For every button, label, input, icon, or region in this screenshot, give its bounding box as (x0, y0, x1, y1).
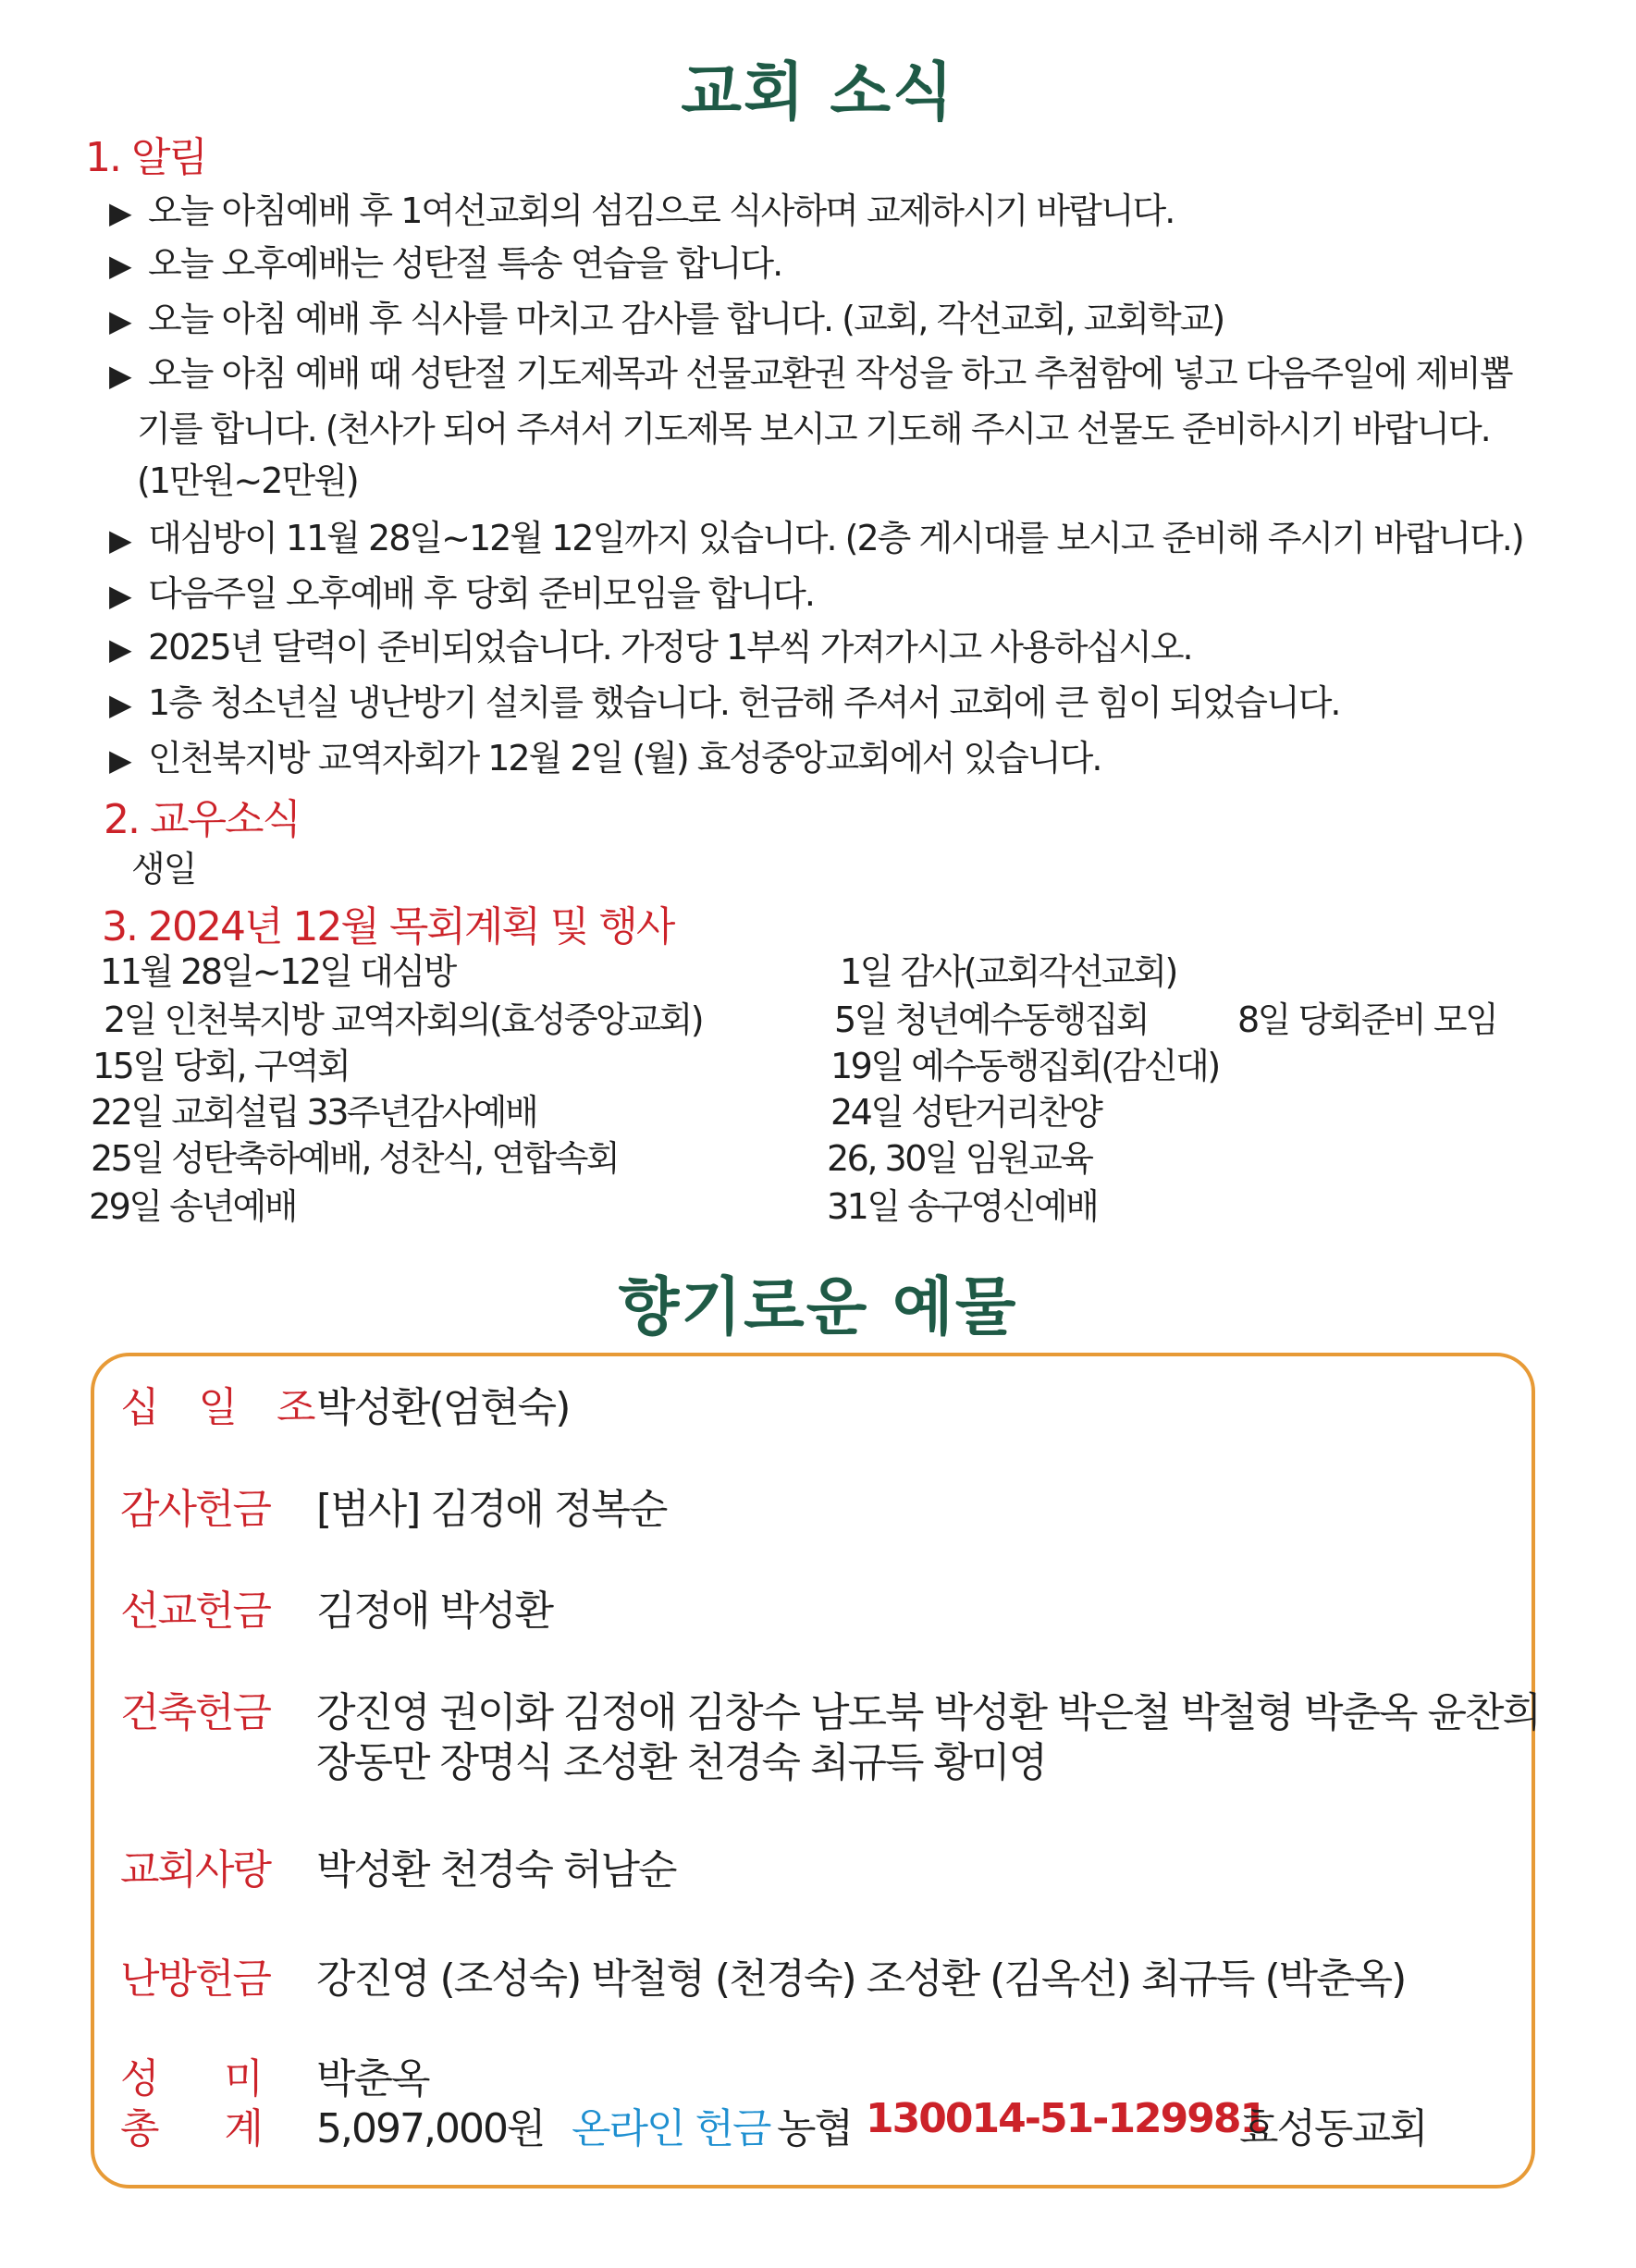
schedule-item: 24일 성탄거리찬양 (830, 1092, 1101, 1133)
schedule-item: 29일 송년예배 (89, 1186, 296, 1227)
offering-label: 십 일 조 (120, 1384, 329, 1431)
section-notices-heading: 1. 알림 (85, 134, 206, 181)
offering-names: 강진영 권이화 김정애 김창수 남도북 박성환 박은철 박철형 박춘옥 윤찬희 (316, 1689, 1540, 1736)
schedule-item: 26, 30일 임원교육 (827, 1138, 1092, 1179)
offering-label: 난방헌금 (120, 1955, 271, 2003)
offering-label: 성 미 (120, 2055, 262, 2102)
notice-item: ▶ 오늘 아침예배 후 1여선교회의 섬김으로 식사하며 교제하시기 바랍니다. (109, 183, 1552, 240)
online-offering-label: 온라인 헌금 (572, 2105, 770, 2152)
birthday-label: 생일 (131, 849, 196, 889)
arrow-icon: ▶ (109, 631, 130, 667)
offering-names: 박성환 천경숙 허남순 (316, 1846, 676, 1894)
notice-item-continued: (1만원~2만원) (137, 460, 358, 501)
schedule-item: 19일 예수동행집회(감신대) (830, 1046, 1219, 1086)
offering-label: 총 계 (120, 2105, 262, 2152)
arrow-icon: ▶ (109, 687, 130, 722)
notice-item: ▶ 다음주일 오후예배 후 당회 준비모임을 합니다. (109, 566, 1552, 623)
offering-label: 선교헌금 (120, 1588, 271, 1635)
offering-label: 감사헌금 (120, 1486, 271, 1533)
schedule-item: 11월 28일~12일 대심방 (100, 951, 455, 992)
arrow-icon: ▶ (109, 358, 130, 393)
account-number: 130014-51-129981 (866, 2095, 1267, 2142)
schedule-item: 1일 감사(교회각선교회) (840, 951, 1176, 992)
offering-names: [범사] 김경애 정복순 (316, 1486, 667, 1533)
account-holder: 효성동교회 (1239, 2105, 1427, 2152)
arrow-icon: ▶ (109, 742, 130, 778)
offering-title: 향기로운 예물 (618, 1271, 1018, 1344)
offering-names: 김정애 박성환 (316, 1588, 553, 1635)
schedule-item: 5일 청년예수동행집회 (834, 999, 1149, 1040)
notice-item: ▶ 1층 청소년실 냉난방기 설치를 했습니다. 헌금해 주셔서 교회에 큰 힘이 되었습니다. (109, 675, 1552, 732)
arrow-icon: ▶ (109, 195, 130, 230)
offering-names: 강진영 (조성숙) 박철형 (천경숙) 조성환 (김옥선) 최규득 (박춘옥) (316, 1955, 1406, 2003)
arrow-icon: ▶ (109, 578, 130, 613)
section-schedule-heading: 3. 2024년 12월 목회계획 및 행사 (102, 903, 674, 950)
news-title: 교회 소식 (681, 56, 955, 129)
arrow-icon: ▶ (109, 522, 130, 558)
offering-total: 5,097,000원 (316, 2105, 545, 2152)
notice-item: ▶ 오늘 오후예배는 성탄절 특송 연습을 합니다. (109, 236, 1552, 293)
offering-label: 교회사랑 (120, 1846, 271, 1894)
offering-names: 박성환(엄현숙) (316, 1384, 570, 1431)
section-members-heading: 2. 교우소식 (104, 796, 300, 843)
bank-name: 농협 (777, 2105, 853, 2152)
schedule-item: 25일 성탄축하예배, 성찬식, 연합속회 (91, 1138, 619, 1179)
offering-names-continued: 장동만 장명식 조성환 천경숙 최규득 황미영 (316, 1739, 1047, 1786)
arrow-icon: ▶ (109, 248, 130, 283)
notice-item: ▶ 인천북지방 교역자회가 12월 2일 (월) 효성중앙교회에서 있습니다. (109, 730, 1552, 788)
notice-item: ▶ 오늘 아침 예배 후 식사를 마치고 감사를 합니다. (교회, 각선교회, 교회학교) (109, 291, 1552, 349)
schedule-item: 15일 당회, 구역회 (92, 1046, 350, 1086)
notice-item-continued: 기를 합니다. (천사가 되어 주셔서 기도제목 보시고 기도해 주시고 선물도 준비하시기 바랍니다. (137, 409, 1490, 449)
schedule-item: 8일 당회준비 모임 (1237, 999, 1497, 1040)
notice-item: ▶ 오늘 아침 예배 때 성탄절 기도제목과 선물교환권 작성을 하고 추첨함에 넣고 다음주일에 제비뽑 (109, 346, 1552, 403)
arrow-icon: ▶ (109, 303, 130, 338)
offering-names: 박춘옥 (316, 2055, 429, 2102)
schedule-item: 31일 송구영신예배 (827, 1186, 1098, 1227)
schedule-item: 22일 교회설립 33주년감사예배 (91, 1092, 537, 1133)
notice-item: ▶ 대심방이 11월 28일~12월 12일까지 있습니다. (2층 게시대를 보시고 준비해 주시기 바랍니다.) (109, 510, 1552, 568)
notice-item: ▶ 2025년 달력이 준비되었습니다. 가정당 1부씩 가져가시고 사용하십시오. (109, 619, 1552, 677)
offering-label: 건축헌금 (120, 1689, 271, 1736)
schedule-item: 2일 인천북지방 교역자회의(효성중앙교회) (104, 999, 703, 1040)
